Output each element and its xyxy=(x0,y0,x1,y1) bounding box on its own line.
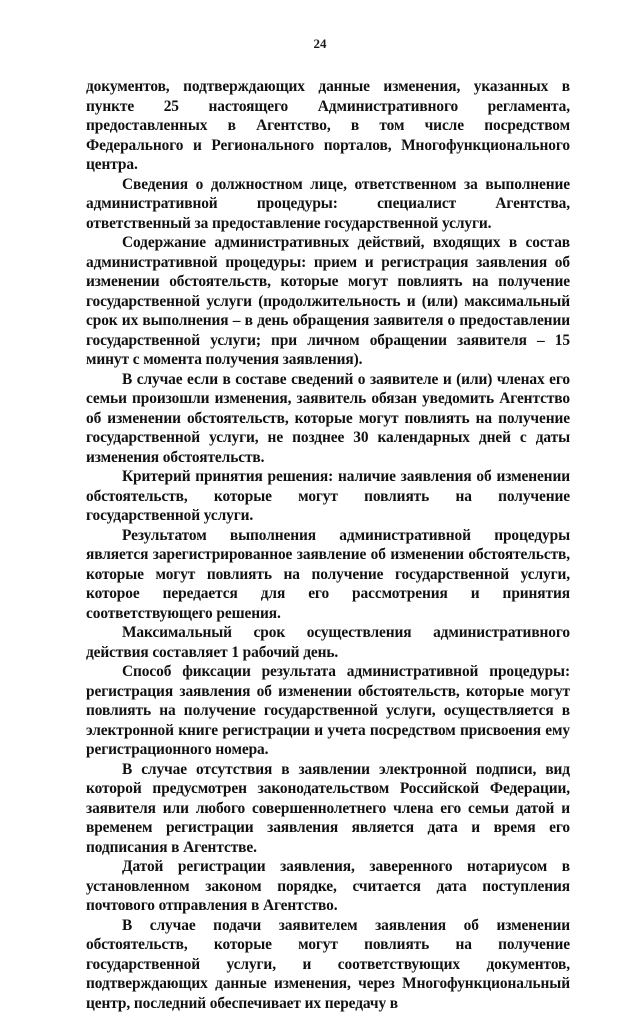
paragraph: Содержание административных действий, входящих в состав административной процедуры: прием и регистрация заявления об изменении обстоятельств, которые могут повлиять на получение государственной услуги (продолжительность и (или) максимальный срок их выполнения – в день обращения заявителя о предоставлении государственной услуги; при личном обращении заявителя – 15 минут с момента получения заявления). xyxy=(86,233,570,370)
paragraph: Способ фиксации результата административной процедуры: регистрация заявления об изменении обстоятельств, которые могут повлиять на получение государственной услуги, осуществляется в электронной книге регистрации и учета посредством присвоения ему регистрационного номера. xyxy=(86,662,570,760)
paragraph: Максимальный срок осуществления административного действия составляет 1 рабочий день. xyxy=(86,623,570,662)
page-number: 24 xyxy=(0,36,640,52)
paragraph: Датой регистрации заявления, заверенного нотариусом в установленном законом порядке, считается дата поступления почтового отправления в Агентство. xyxy=(86,857,570,916)
paragraph: документов, подтверждающих данные изменения, указанных в пункте 25 настоящего Административного регламента, предоставленных в Агентство, в том числе посредством Федерального и Регионального порталов, Многофункционального центра. xyxy=(86,77,570,175)
paragraph: В случае если в составе сведений о заявителе и (или) членах его семьи произошли изменения, заявитель обязан уведомить Агентство об изменении обстоятельств, которые могут повлиять на получение государственной услуги, не позднее 30 календарных дней с даты изменения обстоятельств. xyxy=(86,370,570,468)
paragraph: В случае отсутствия в заявлении электронной подписи, вид которой предусмотрен законодательством Российской Федерации, заявителя или любого совершеннолетнего члена его семьи датой и временем регистрации заявления является дата и время его подписания в Агентстве. xyxy=(86,760,570,858)
paragraph: Результатом выполнения административной процедуры является зарегистрированное заявление об изменении обстоятельств, которые могут повлиять на получение государственной услуги, которое передается для его рассмотрения и принятия соответствующего решения. xyxy=(86,526,570,624)
paragraph: Сведения о должностном лице, ответственном за выполнение административной процедуры: специалист Агентства, ответственный за предоставление государственной услуги. xyxy=(86,175,570,234)
paragraph: В случае подачи заявителем заявления об изменении обстоятельств, которые могут повлиять на получение государственной услуги, и соответствующих документов, подтверждающих данные изменения, через Многофункциональный центр, последний обеспечивает их передачу в xyxy=(86,916,570,1013)
document-body xyxy=(86,77,570,1013)
paragraph: Критерий принятия решения: наличие заявления об изменении обстоятельств, которые могут повлиять на получение государственной услуги. xyxy=(86,467,570,526)
